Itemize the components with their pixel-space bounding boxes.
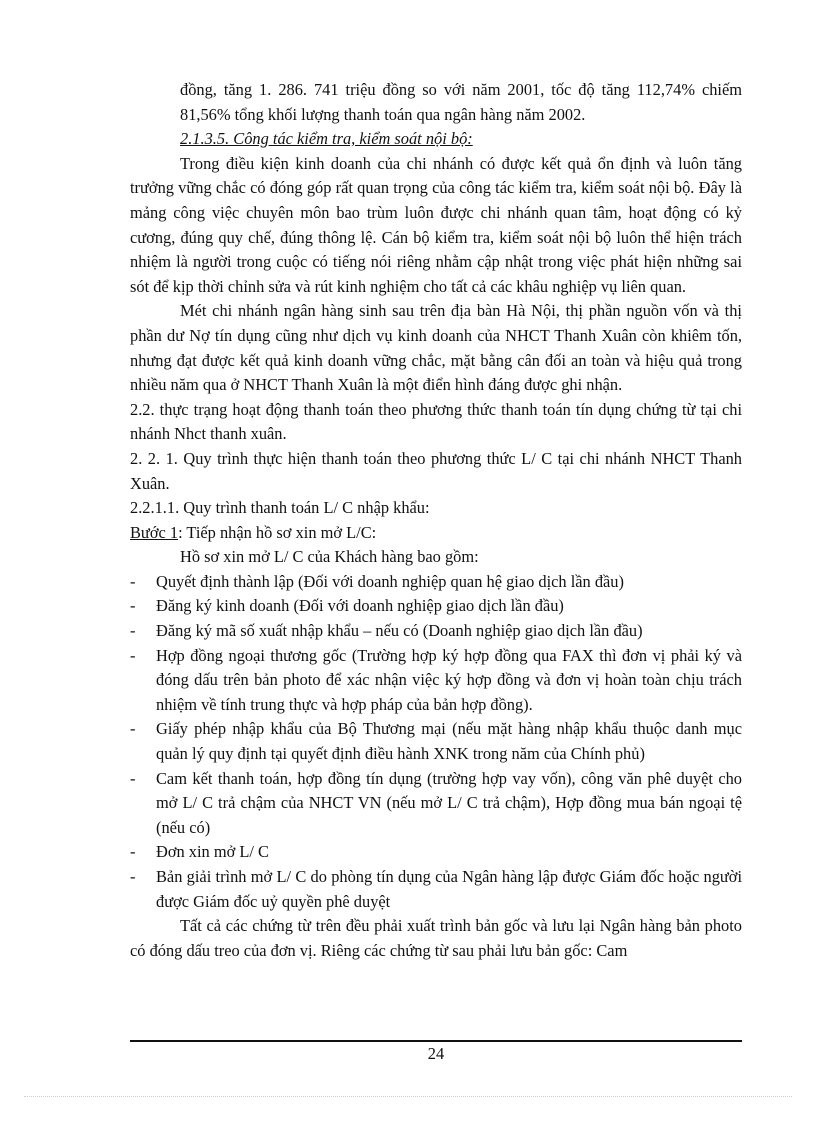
heading-2-2-1: 2. 2. 1. Quy trình thực hiện thanh toán theo phương thức L/ C tại chi nhánh NHCT Thanh Xuân. <box>130 448 742 493</box>
dossier-list <box>130 570 742 914</box>
list-item-text: Quyết định thành lập (Đối với doanh nghiệp quan hệ giao dịch lần đầu) <box>156 571 624 591</box>
heading-2-2-1-1: 2.2.1.1. Quy trình thanh toán L/ C nhập khẩu: <box>130 498 430 518</box>
bullet-dash: - <box>130 719 136 739</box>
list-item-text: Giấy phép nhập khẩu của Bộ Thương mại (nếu mặt hàng nhập khẩu thuộc danh mục quản lý quy định tại quyết định điều hành XNK trong năm của Chính phủ) <box>156 719 742 764</box>
heading-2-2: 2.2. thực trạng hoạt động thanh toán theo phương thức thanh toán tín dụng chứng từ tại chi nhánh Nhct thanh xuân. <box>130 399 742 444</box>
page-number: 24 <box>427 1044 445 1063</box>
bullet-dash: - <box>130 768 136 788</box>
paragraph-kiem-tra: Trong điều kiện kinh doanh của chi nhánh có được kết quả ổn định và luôn tăng trưởng vững chắc có đóng góp rất quan trọng của công tác kiểm tra, kiểm soát nội bộ. Đây là mảng công việc chuyên môn bao trùm luôn được chi nhánh quan tâm, hoạt động có kỷ cương, đúng quy chế, đúng thông lệ. Cán bộ kiểm tra, kiểm soát nội bộ luôn thể hiện trách nhiệm là người trong cuộc có tiếng nói riêng nhằm cập nhật trong việc phát hiện những sai sót để kịp thời chỉnh sửa và rút kinh nghiệm cho tất cả các khâu nghiệp vụ liên quan. <box>130 153 742 296</box>
dossier-intro: Hồ sơ xin mở L/ C của Khách hàng bao gồm: <box>180 547 479 567</box>
list-item <box>130 865 742 914</box>
bullet-dash: - <box>130 596 136 616</box>
list-item <box>130 570 742 595</box>
list-item <box>130 840 742 865</box>
list-item <box>130 644 742 718</box>
paragraph-met-chi-nhanh: Mét chi nhánh ngân hàng sinh sau trên địa bàn Hà Nội, thị phần nguồn vốn và thị phần dư Nợ tín dụng cũng như dịch vụ kinh doanh của NHCT Thanh Xuân còn khiêm tốn, nhưng đạt được kết quả kinh doanh vững chắc, mặt bằng cân đối an toàn và hiệu quả trong nhiều năm qua ở NHCT Thanh Xuân là một điển hình đáng được ghi nhận. <box>130 301 742 395</box>
document-page <box>130 78 742 963</box>
page-bottom-divider <box>24 1096 792 1097</box>
list-item <box>130 594 742 619</box>
paragraph-tat-ca: Tất cả các chứng từ trên đều phải xuất trình bản gốc và lưu lại Ngân hàng bản photo có đóng dấu treo của đơn vị. Riêng các chứng từ sau phải lưu bản gốc: Cam <box>130 916 742 960</box>
heading-2-1-3-5: 2.1.3.5. Công tác kiểm tra, kiểm soát nội bộ: <box>180 129 473 149</box>
list-item-text: Đăng ký kinh doanh (Đối với doanh nghiệp giao dịch lần đầu) <box>156 596 564 616</box>
list-item-text: Đăng ký mã số xuất nhập khẩu – nếu có (Doanh nghiệp giao dịch lần đầu) <box>156 621 643 641</box>
bullet-dash: - <box>130 645 136 665</box>
paragraph-continuation: đồng, tăng 1. 286. 741 triệu đồng so với năm 2001, tốc độ tăng 112,74% chiếm 81,56% tổng khối lượng thanh toán qua ngân hàng năm 2002. <box>180 80 742 124</box>
list-item-text: Đơn xin mở L/ C <box>156 842 269 862</box>
bullet-dash: - <box>130 571 136 591</box>
step-1-line <box>130 521 742 546</box>
list-item <box>130 619 742 644</box>
list-item-text: Cam kết thanh toán, hợp đồng tín dụng (trường hợp vay vốn), công văn phê duyệt cho mở L/ C trả chậm của NHCT VN (nếu mở L/ C trả chậm), Hợp đồng mua bán ngoại tệ (nếu có) <box>156 768 742 837</box>
list-item <box>130 717 742 766</box>
step-1-label: Bước 1 <box>130 522 179 542</box>
bullet-dash: - <box>130 621 136 641</box>
list-item-text: Hợp đồng ngoại thương gốc (Trường hợp ký hợp đồng qua FAX thì đơn vị phải ký và đóng dấu trên bản photo để xác nhận việc ký hợp đồng và đơn vị hoàn toàn chịu trách nhiệm về tính trung thực và hợp pháp của bản hợp đồng). <box>156 645 742 714</box>
bullet-dash: - <box>130 842 136 862</box>
step-1-text: : Tiếp nhận hồ sơ xin mở L/C: <box>178 522 377 542</box>
list-item <box>130 767 742 841</box>
list-item-text: Bản giải trình mở L/ C do phòng tín dụng của Ngân hàng lập được Giám đốc hoặc người được Giám đốc uỷ quyền phê duyệt <box>156 867 742 911</box>
bullet-dash: - <box>130 867 136 886</box>
